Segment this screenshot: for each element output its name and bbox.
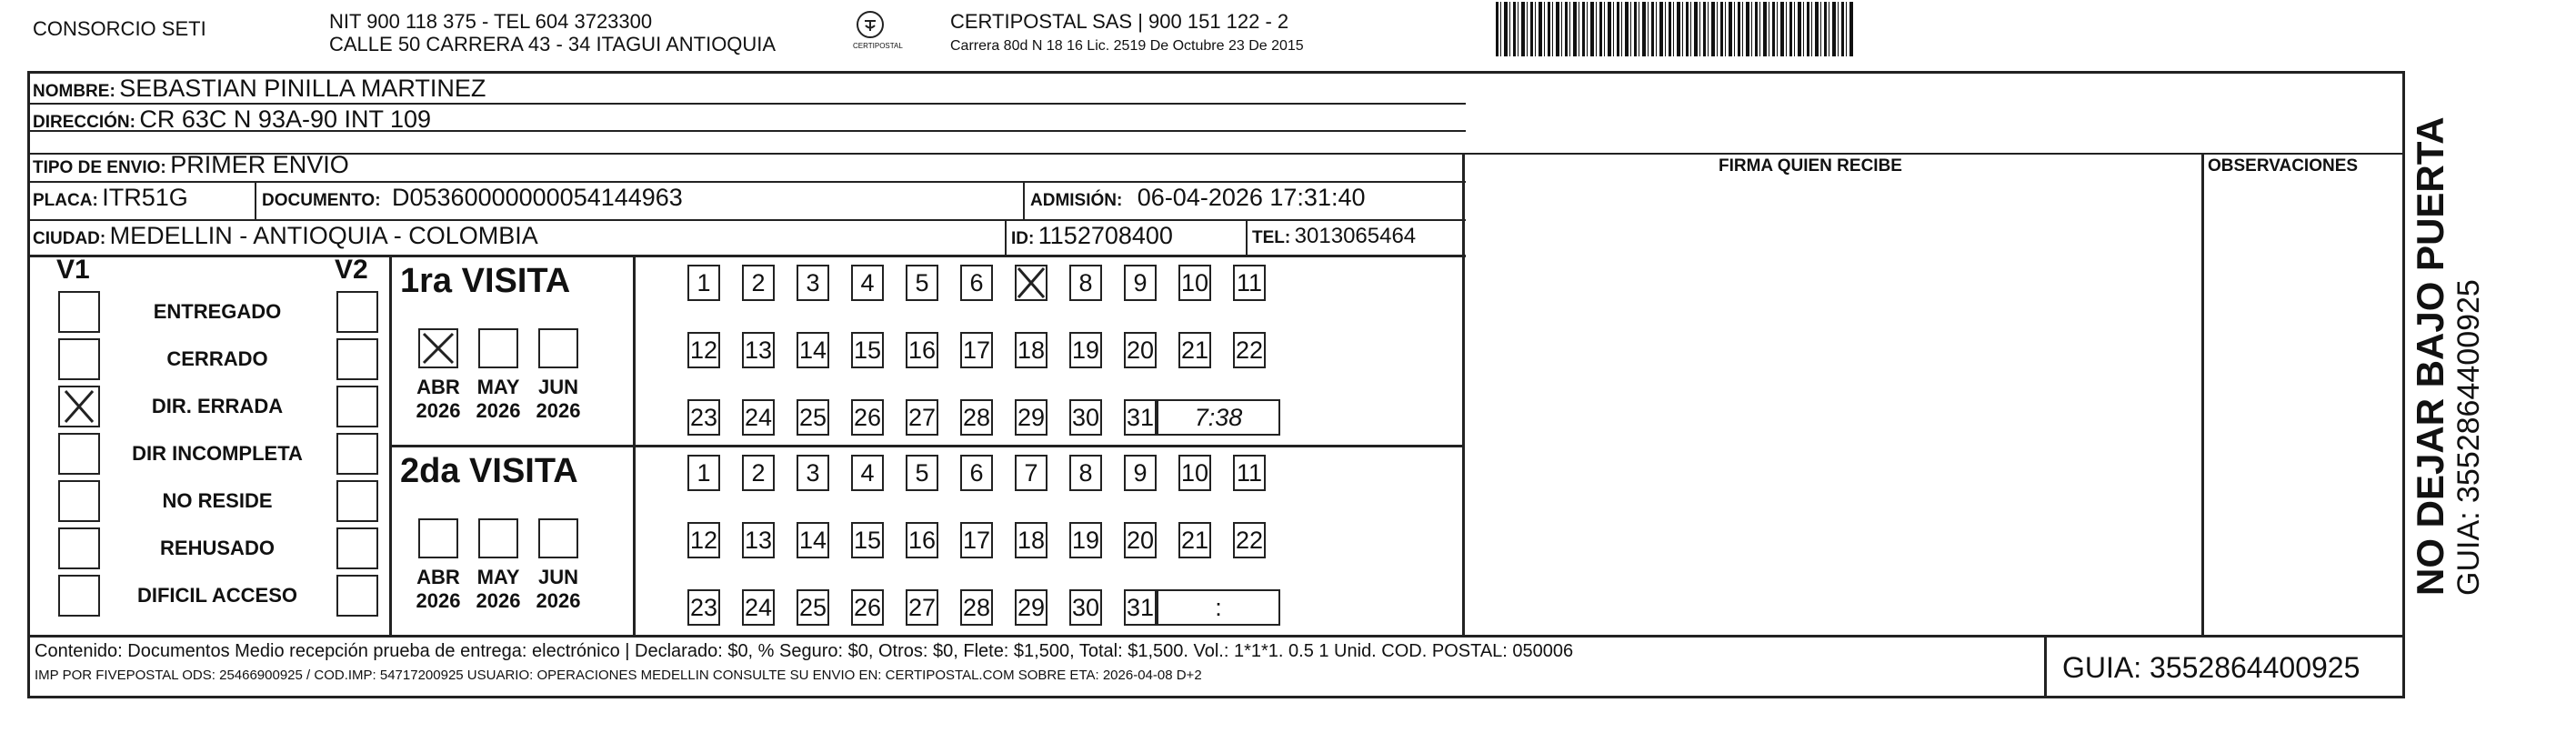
month-label <box>470 566 526 613</box>
day-box[interactable]: 15 <box>851 332 884 368</box>
side-warning: NO DEJAR BAJO PUERTA <box>2409 116 2451 596</box>
month-checkbox[interactable] <box>538 518 578 558</box>
v2-checkbox[interactable] <box>336 480 378 522</box>
company-name: CONSORCIO SETI <box>33 17 206 40</box>
side-text <box>2410 116 2486 596</box>
ciudad-value: MEDELLIN - ANTIOQUIA - COLOMBIA <box>109 222 538 249</box>
v1-header: V1 <box>56 255 90 285</box>
day-box[interactable]: 31 <box>1124 399 1157 436</box>
day-box[interactable]: 5 <box>906 265 938 301</box>
firma-header: FIRMA QUIEN RECIBE <box>1719 156 1902 176</box>
status-label: DIFICIL ACCESO <box>136 584 297 607</box>
day-box[interactable]: 9 <box>1124 455 1157 491</box>
day-box[interactable]: 14 <box>797 522 829 558</box>
month-year: 2026 <box>476 399 521 422</box>
month-year: 2026 <box>416 589 461 612</box>
v2-checkbox[interactable] <box>336 386 378 427</box>
placa-label: PLACA: <box>33 191 98 210</box>
tel-value: 3013065464 <box>1294 224 1417 248</box>
status-label: DIR. ERRADA <box>151 395 284 417</box>
day-box[interactable]: 15 <box>851 522 884 558</box>
day-box[interactable]: 23 <box>687 399 720 436</box>
month-checkbox[interactable] <box>418 518 458 558</box>
tel-cell <box>1252 224 1416 249</box>
v2-checkbox[interactable] <box>336 291 378 333</box>
day-box[interactable] <box>1015 265 1047 301</box>
placa-value: ITR51G <box>102 184 188 211</box>
day-box[interactable]: 11 <box>1233 455 1266 491</box>
certipostal-line2: Carrera 80d N 18 16 Lic. 2519 De Octubre 23 De 2015 <box>950 38 1304 54</box>
admision-cell <box>1030 184 1366 212</box>
day-box[interactable]: 4 <box>851 265 884 301</box>
day-box[interactable]: 1 <box>687 455 720 491</box>
day-box[interactable]: 29 <box>1015 589 1047 626</box>
day-box[interactable]: 26 <box>851 589 884 626</box>
month-name: MAY <box>476 376 520 398</box>
day-box[interactable]: 20 <box>1124 522 1157 558</box>
certipostal-logo-icon <box>857 11 884 38</box>
nit-line: NIT 900 118 375 - TEL 604 3723300 <box>329 10 653 33</box>
day-box[interactable]: 24 <box>742 399 775 436</box>
v2-checkbox[interactable] <box>336 338 378 380</box>
status-label: REHUSADO <box>160 537 275 559</box>
documento-label: DOCUMENTO: <box>262 191 381 210</box>
tipo-value: PRIMER ENVIO <box>170 151 349 178</box>
tipo-label: TIPO DE ENVIO: <box>33 158 166 177</box>
day-box[interactable]: 18 <box>1015 332 1047 368</box>
side-guia: GUIA: 3552864400925 <box>2451 279 2486 596</box>
day-box[interactable]: 18 <box>1015 522 1047 558</box>
status-label: DIR INCOMPLETA <box>132 442 303 465</box>
admision-value: 06-04-2026 17:31:40 <box>1137 184 1366 211</box>
footer-guia: GUIA: 3552864400925 <box>2062 651 2360 684</box>
month-name: ABR <box>416 376 460 398</box>
day-box[interactable]: 25 <box>797 589 829 626</box>
day-box[interactable]: 28 <box>960 589 993 626</box>
time-box[interactable]: 7:38 <box>1157 399 1280 436</box>
day-box[interactable]: 19 <box>1069 332 1102 368</box>
v2-header: V2 <box>335 255 368 285</box>
status-label: CERRADO <box>166 347 268 370</box>
month-checkbox[interactable] <box>478 328 518 368</box>
month-name: JUN <box>537 376 578 398</box>
month-name: JUN <box>537 566 578 588</box>
day-box[interactable]: 6 <box>960 265 993 301</box>
day-box[interactable]: 1 <box>687 265 720 301</box>
observaciones-header: OBSERVACIONES <box>2208 156 2359 176</box>
month-label <box>470 376 526 423</box>
documento-cell <box>262 184 683 212</box>
direccion-label: DIRECCIÓN: <box>33 113 135 132</box>
day-box[interactable]: 21 <box>1178 332 1211 368</box>
month-year: 2026 <box>536 589 581 612</box>
certipostal-line1: CERTIPOSTAL SAS | 900 151 122 - 2 <box>950 10 1289 33</box>
day-box[interactable]: 2 <box>742 455 775 491</box>
barcode <box>1496 2 1855 56</box>
day-box[interactable]: 12 <box>687 522 720 558</box>
day-box[interactable]: 3 <box>797 265 829 301</box>
nombre-row <box>33 75 486 103</box>
day-box[interactable]: 25 <box>797 399 829 436</box>
month-year: 2026 <box>416 399 461 422</box>
v2-checkbox[interactable] <box>336 433 378 475</box>
day-box[interactable]: 4 <box>851 455 884 491</box>
month-name: MAY <box>476 566 520 588</box>
day-box[interactable]: 28 <box>960 399 993 436</box>
day-box[interactable]: 26 <box>851 399 884 436</box>
day-box[interactable]: 2 <box>742 265 775 301</box>
day-box[interactable]: 24 <box>742 589 775 626</box>
tel-label: TEL: <box>1252 228 1291 247</box>
placa-cell <box>33 184 188 212</box>
v2-checkbox[interactable] <box>336 575 378 617</box>
day-box[interactable]: 23 <box>687 589 720 626</box>
month-checkbox[interactable] <box>478 518 518 558</box>
documento-value: D05360000000054144963 <box>392 184 683 211</box>
footer-contenido: Contenido: Documentos Medio recepción prueba de entrega: electrónico | Declarado: $0, % Seguro: $0, Otros: $0, Flete: $1,500, Total: $1,500. Vol.: 1*1*1. 0.5 1 Unid. COD. POSTAL: 050006 <box>35 641 1574 661</box>
day-box[interactable]: 5 <box>906 455 938 491</box>
direccion-row <box>33 105 431 134</box>
day-box[interactable]: 27 <box>906 399 938 436</box>
day-box[interactable]: 8 <box>1069 455 1102 491</box>
id-label: ID: <box>1011 229 1035 248</box>
day-box[interactable]: 31 <box>1124 589 1157 626</box>
day-box[interactable]: 22 <box>1233 522 1266 558</box>
day-box[interactable]: 17 <box>960 522 993 558</box>
day-box[interactable]: 3 <box>797 455 829 491</box>
day-box[interactable]: 8 <box>1069 265 1102 301</box>
day-box[interactable]: 10 <box>1178 455 1211 491</box>
day-box[interactable]: 12 <box>687 332 720 368</box>
month-name: ABR <box>416 566 460 588</box>
tipo-row <box>33 151 349 179</box>
status-label: NO RESIDE <box>162 489 273 512</box>
day-box[interactable]: 30 <box>1069 589 1102 626</box>
visit-title: 2da VISITA <box>400 452 578 490</box>
id-value: 1152708400 <box>1037 222 1173 249</box>
day-box[interactable]: 19 <box>1069 522 1102 558</box>
month-label <box>410 376 466 423</box>
day-box[interactable]: 16 <box>906 522 938 558</box>
month-year: 2026 <box>536 399 581 422</box>
day-box[interactable]: 17 <box>960 332 993 368</box>
month-checkbox[interactable] <box>418 328 458 368</box>
day-box[interactable]: 22 <box>1233 332 1266 368</box>
day-box[interactable]: 9 <box>1124 265 1157 301</box>
day-box[interactable]: 10 <box>1178 265 1211 301</box>
status-label: ENTREGADO <box>153 300 282 323</box>
day-box[interactable]: 11 <box>1233 265 1266 301</box>
month-year: 2026 <box>476 589 521 612</box>
certipostal-logo-text: CERTIPOSTAL <box>853 42 903 50</box>
month-label <box>410 566 466 613</box>
nombre-value: SEBASTIAN PINILLA MARTINEZ <box>119 75 486 102</box>
day-box[interactable]: 13 <box>742 522 775 558</box>
day-box[interactable]: 29 <box>1015 399 1047 436</box>
direccion-value: CR 63C N 93A-90 INT 109 <box>139 105 432 133</box>
day-box[interactable]: 16 <box>906 332 938 368</box>
day-box[interactable]: 13 <box>742 332 775 368</box>
time-box[interactable]: : <box>1157 589 1280 626</box>
day-box[interactable]: 21 <box>1178 522 1211 558</box>
month-label <box>530 376 586 423</box>
day-box[interactable]: 20 <box>1124 332 1157 368</box>
day-box[interactable]: 27 <box>906 589 938 626</box>
v2-checkbox[interactable] <box>336 527 378 569</box>
day-box[interactable]: 6 <box>960 455 993 491</box>
month-label <box>530 566 586 613</box>
footer-imp: IMP POR FIVEPOSTAL ODS: 25466900925 / COD.IMP: 54717200925 USUARIO: OPERACIONES MEDELLIN CONSULTE SU ENVIO EN: CERTIPOSTAL.COM SOBRE ETA: 2026-04-08 D+2 <box>35 668 1202 683</box>
address-line: CALLE 50 CARRERA 43 - 34 ITAGUI ANTIOQUIA <box>329 33 777 55</box>
day-box[interactable]: 14 <box>797 332 829 368</box>
id-cell <box>1011 222 1173 250</box>
ciudad-cell <box>33 222 538 250</box>
nombre-label: NOMBRE: <box>33 82 115 101</box>
visit-title: 1ra VISITA <box>400 262 571 300</box>
day-box[interactable]: 30 <box>1069 399 1102 436</box>
ciudad-label: CIUDAD: <box>33 229 106 248</box>
month-checkbox[interactable] <box>538 328 578 368</box>
day-box[interactable]: 7 <box>1015 455 1047 491</box>
admision-label: ADMISIÓN: <box>1030 191 1123 210</box>
